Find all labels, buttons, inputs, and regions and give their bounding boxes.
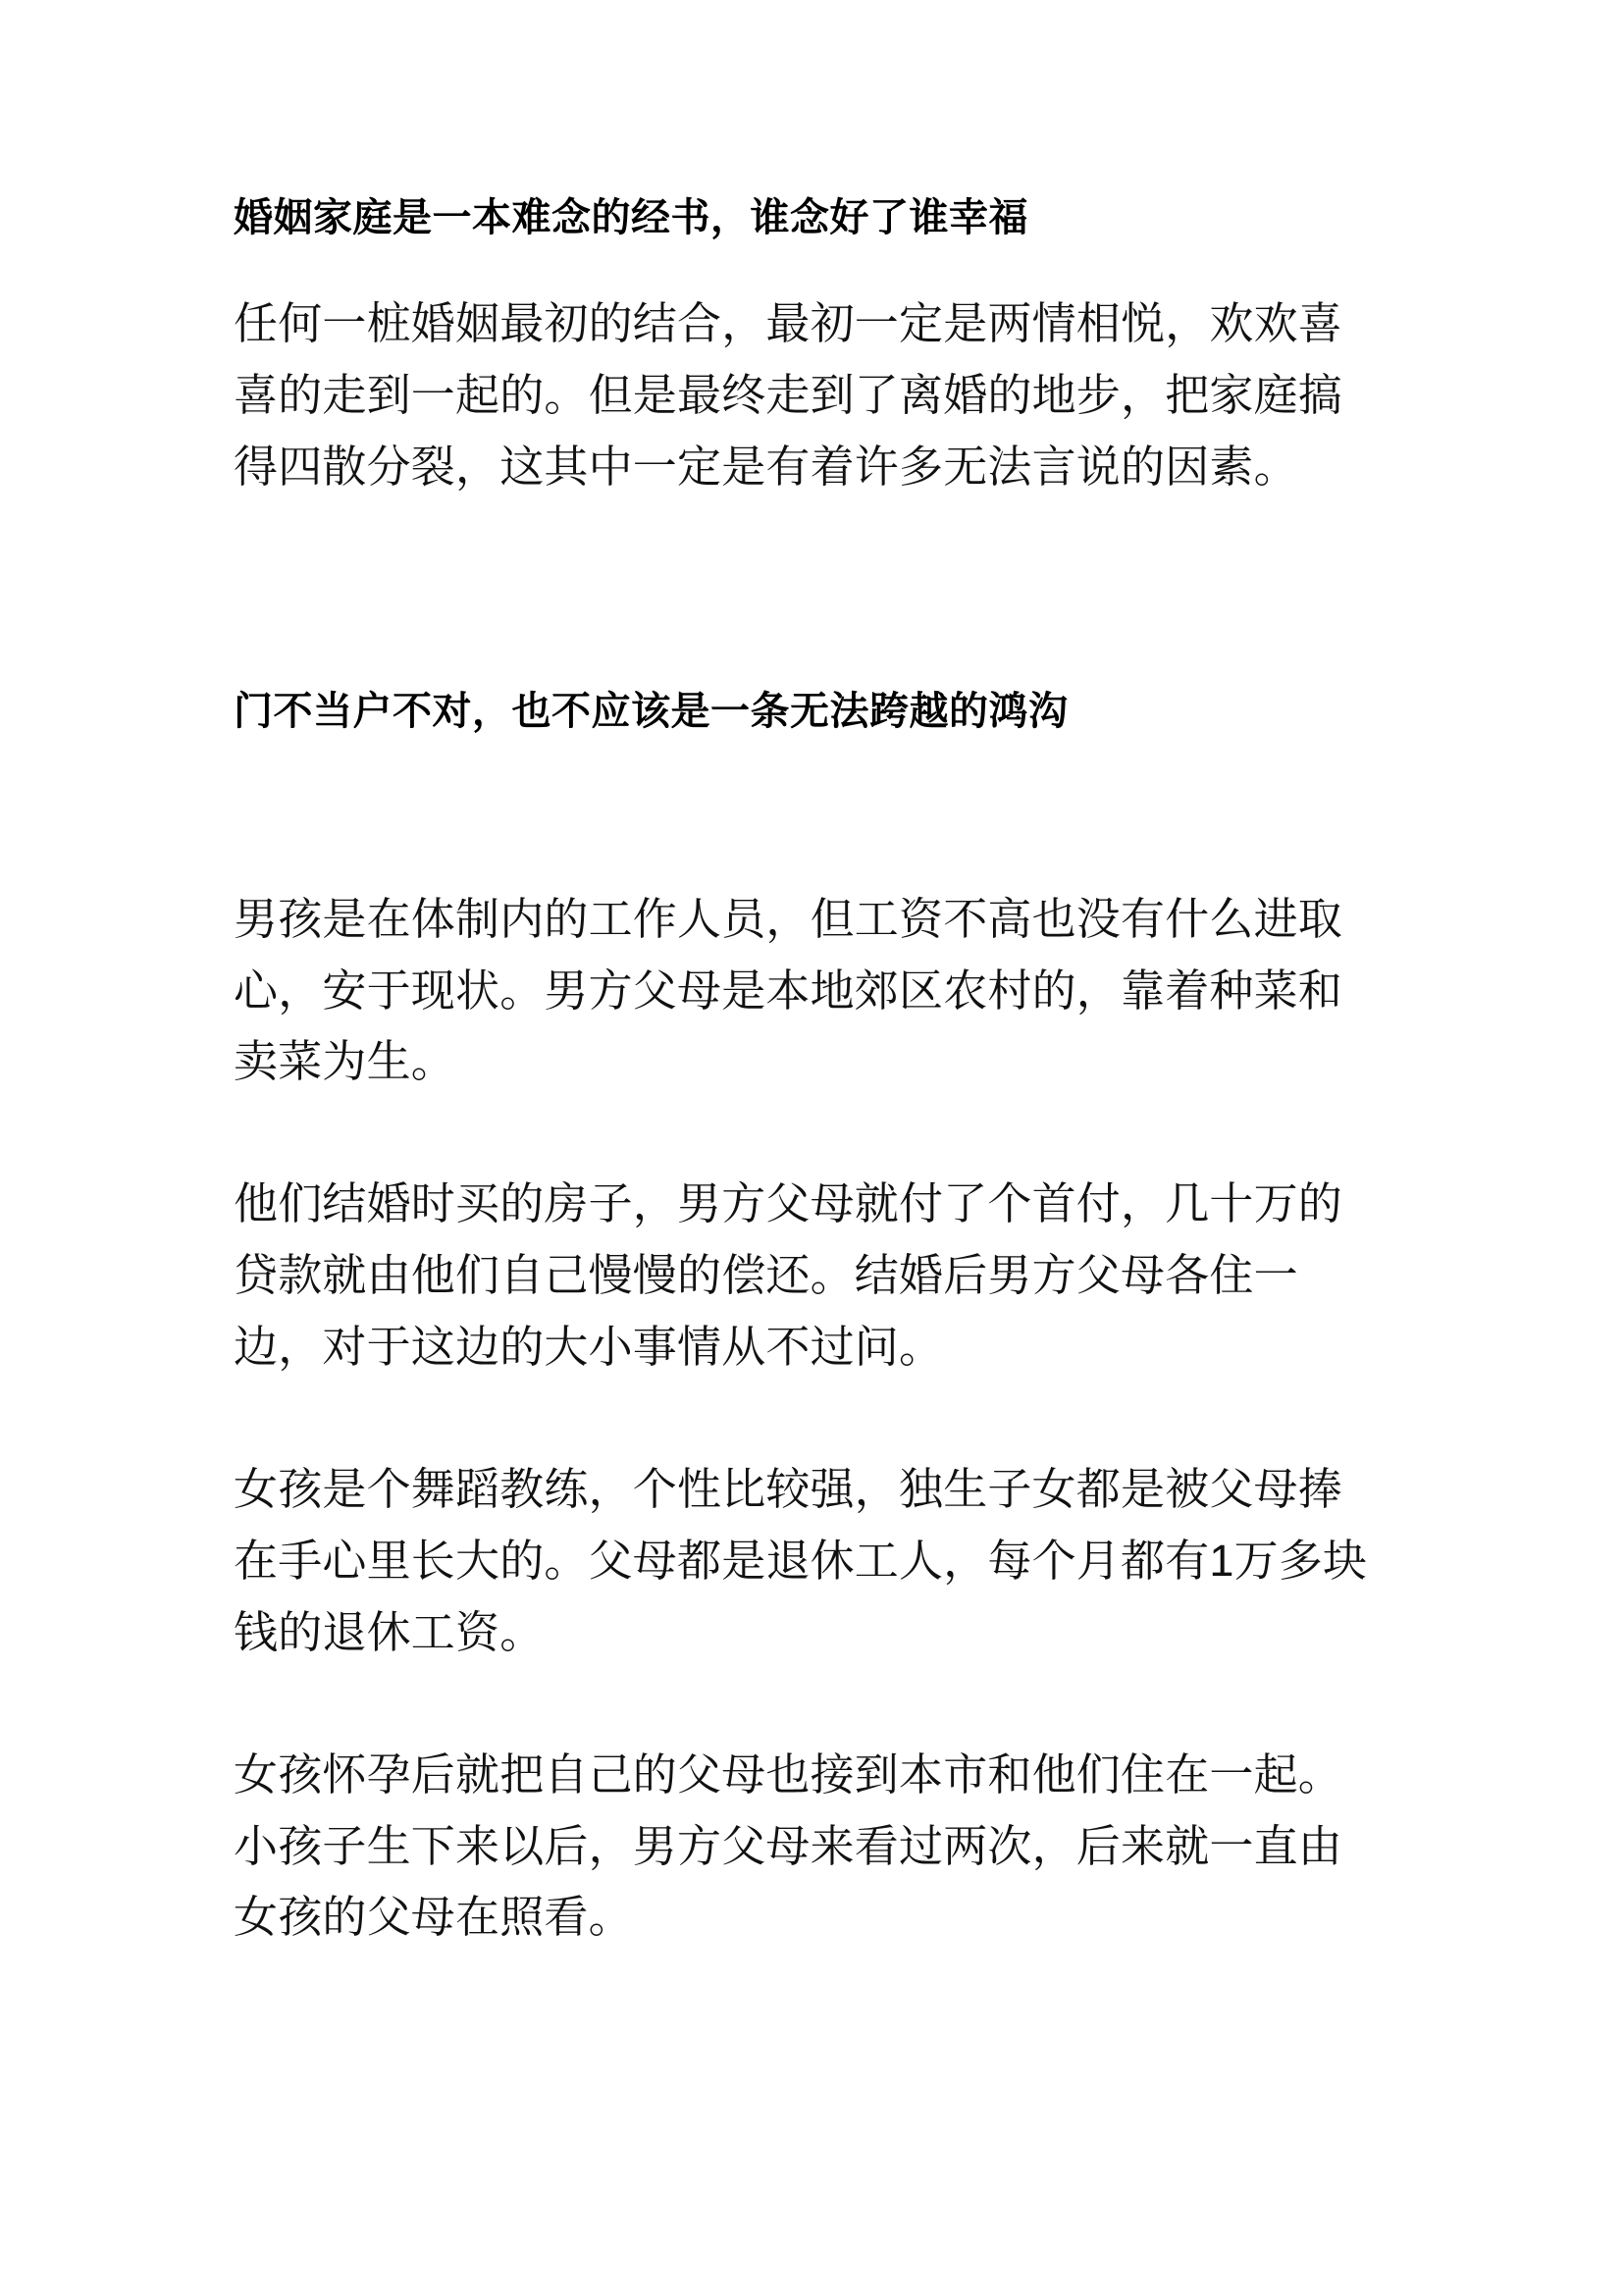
spacer <box>234 243 1384 288</box>
section-1-paragraph-1: 任何一桩婚姻最初的结合，最初一定是两情相悦，欢欢喜喜的走到一起的。但是最终走到了离婚的地步，把家庭搞得四散分裂，这其中一定是有着许多无法言说的因素。 <box>234 298 1343 492</box>
spacer-between-sections <box>234 503 1384 686</box>
spacer <box>234 1669 1384 1740</box>
section-2-paragraph-4: 女孩怀孕后就把自己的父母也接到本市和他们住在一起。小孩子生下来以后，男方父母来看过两次，后来就一直由女孩的父母在照看。 <box>234 1748 1343 1943</box>
spacer <box>234 1098 1384 1169</box>
spacer <box>234 1383 1384 1454</box>
article-section-1 <box>234 192 1384 503</box>
section-2-paragraph-3: 女孩是个舞蹈教练，个性比较强，独生子女都是被父母捧在手心里长大的。父母都是退休工人，每个月都有1万多块钱的退休工资。 <box>234 1464 1368 1657</box>
section-2-paragraph-2: 他们结婚时买的房子，男方父母就付了个首付，几十万的贷款就由他们自己慢慢的偿还。结婚后男方父母各住一边，对于这边的大小事情从不过问。 <box>234 1178 1343 1373</box>
section-heading-2: 门不当户不对，也不应该是一条无法跨越的鸿沟 <box>234 689 1069 733</box>
article-body <box>234 192 1384 1954</box>
section-2-paragraph-1: 男孩是在体制内的工作人员，但工资不高也没有什么进取心，安于现状。男方父母是本地郊区农村的，靠着种菜和卖菜为生。 <box>234 893 1343 1087</box>
spacer <box>234 737 1384 884</box>
section-heading-1: 婚姻家庭是一本难念的经书，谁念好了谁幸福 <box>234 196 1028 239</box>
article-section-2 <box>234 686 1384 1955</box>
